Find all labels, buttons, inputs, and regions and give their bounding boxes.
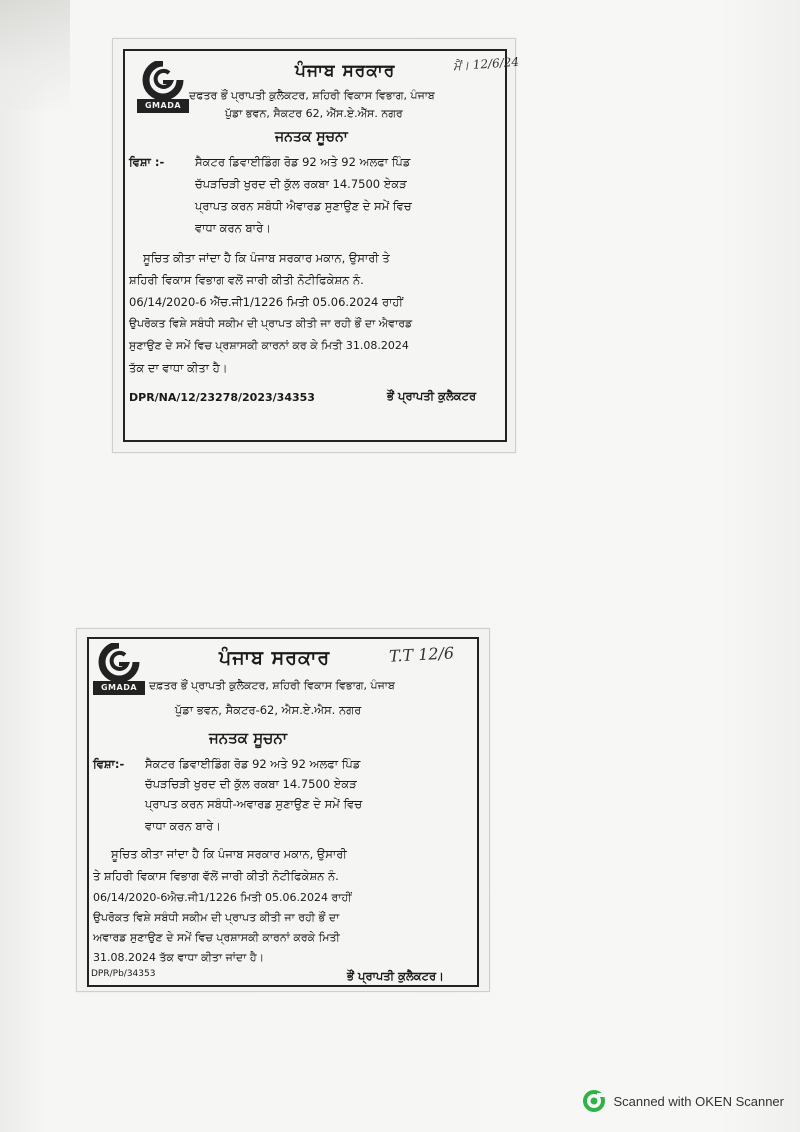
notice-title: ਪੰਜਾਬ ਸਰਕਾਰ: [295, 61, 396, 81]
office-line-2: ਪੁੱਡਾ ਭਵਨ, ਸੈਕਟਰ 62, ਐੱਸ.ਏ.ਐੱਸ. ਨਗਰ: [225, 107, 403, 120]
body-line: ਤੇ ਸ਼ਹਿਰੀ ਵਿਕਾਸ ਵਿਭਾਗ ਵੱਲੋਂ ਜਾਰੀ ਕੀਤੀ ਨੋਟੀਫਿਕੇਸ਼ਨ ਨੰ.: [93, 869, 339, 883]
notice-title: ਪੰਜਾਬ ਸਰਕਾਰ: [219, 647, 331, 669]
subject-line: ਪ੍ਰਾਪਤ ਕਰਨ ਸਬੰਧੀ ਐਵਾਰਡ ਸੁਣਾਉਣ ਦੇ ਸਮੇਂ ਵਿਚ: [195, 199, 412, 213]
subject-line: ਵਾਧਾ ਕਰਨ ਬਾਰੇ।: [195, 221, 271, 235]
subject-label: ਵਿਸ਼ਾ:-: [93, 757, 125, 771]
body-line: 06/14/2020-6ਐਚ.ਜੀ1/1226 ਮਿਤੀ 05.06.2024 ਰਾਹੀਂ: [93, 891, 352, 904]
logo-text: GMADA: [93, 681, 145, 695]
dpr-number: DPR/Pb/34353: [91, 969, 156, 979]
handwritten-note: T.T 12/6: [388, 643, 455, 666]
subject-line: ਚੱਪੜਚਿੜੀ ਖੁਰਦ ਦੀ ਕੁੱਲ ਰਕਬਾ 14.7500 ਏਕੜ: [195, 177, 407, 191]
notice-border: [87, 637, 479, 987]
page-corner-fragment: [0, 0, 70, 110]
gmada-logo-icon: [141, 61, 185, 99]
subject-line: ਚੱਪੜਚਿੜੀ ਖੁਰਦ ਦੀ ਕੁੱਲ ਰਕਬਾ 14.7500 ਏਕੜ: [145, 777, 357, 791]
scanner-watermark-text: Scanned with OKEN Scanner: [613, 1093, 784, 1109]
office-line-1: ਦਫ਼ਤਰ ਭੌਂ ਪ੍ਰਾਪਤੀ ਕੁਲੈਕਟਰ, ਸ਼ਹਿਰੀ ਵਿਕਾਸ ਵਿਭਾਗ, ਪੰਜਾਬ: [149, 679, 395, 692]
gmada-logo: [137, 61, 191, 115]
body-line: ਸੁਣਾਉਣ ਦੇ ਸਮੇਂ ਵਿਚ ਪ੍ਰਸ਼ਾਸਕੀ ਕਾਰਨਾਂ ਕਰ ਕੇ ਮਿਤੀ 31.08.2024: [129, 339, 409, 352]
signature: ਭੌਂ ਪ੍ਰਾਪਤੀ ਕੁਲੈਕਟਰ।: [347, 969, 444, 983]
subject-line: ਸੈਕਟਰ ਡਿਵਾਈਡਿੰਗ ਰੋਡ 92 ਅਤੇ 92 ਅਲਫਾ ਪਿੰਡ: [145, 757, 361, 771]
body-line: ਸ਼ਹਿਰੀ ਵਿਕਾਸ ਵਿਭਾਗ ਵਲੋਂ ਜਾਰੀ ਕੀਤੀ ਨੋਟੀਫਿਕੇਸ਼ਨ ਨੰ.: [129, 273, 364, 287]
body-line: 31.08.2024 ਤੱਕ ਵਾਧਾ ਕੀਤਾ ਜਾਂਦਾ ਹੈ।: [93, 951, 265, 964]
body-line: ਉਪਰੋਕਤ ਵਿਸ਼ੇ ਸਬੰਧੀ ਸਕੀਮ ਦੀ ਪ੍ਰਾਪਤ ਕੀਤੀ ਜਾ ਰਹੀ ਭੌਂ ਦਾ ਐਵਾਰਡ: [129, 317, 413, 330]
body-line: ਤੱਕ ਦਾ ਵਾਧਾ ਕੀਤਾ ਹੈ।: [129, 361, 228, 375]
dpr-number: DPR/NA/12/23278/2023/34353: [129, 391, 315, 404]
gmada-logo: [93, 643, 147, 697]
body-line: ਉਪਰੋਕਤ ਵਿਸ਼ੇ ਸਬੰਧੀ ਸਕੀਮ ਦੀ ਪ੍ਰਾਪਤ ਕੀਤੀ ਜਾ ਰਹੀ ਭੌਂ ਦਾ: [93, 911, 340, 924]
subject-line: ਵਾਧਾ ਕਰਨ ਬਾਰੇ।: [145, 819, 221, 833]
signature: ਭੌਂ ਪ੍ਰਾਪਤੀ ਕੁਲੈਕਟਰ: [387, 389, 477, 403]
body-line: 06/14/2020-6 ਐੱਚ.ਜੀ1/1226 ਮਿਤੀ 05.06.2024 ਰਾਹੀਂ: [129, 295, 403, 309]
oken-scanner-icon: [583, 1090, 605, 1112]
notice-heading: ਜਨਤਕ ਸੂਚਨਾ: [209, 729, 287, 747]
newspaper-clipping-2: [76, 628, 490, 992]
subject-line: ਸੈਕਟਰ ਡਿਵਾਈਡਿੰਗ ਰੋਡ 92 ਅਤੇ 92 ਅਲਫਾ ਪਿੰਡ: [195, 155, 411, 169]
scanner-watermark: [583, 1090, 784, 1112]
notice-border: [123, 49, 520, 442]
notice-heading: ਜਨਤਕ ਸੂਚਨਾ: [275, 129, 348, 145]
office-line-1: ਦਫਤਰ ਭੌਂ ਪ੍ਰਾਪਤੀ ਕੁਲੈਕਟਰ, ਸ਼ਹਿਰੀ ਵਿਕਾਸ ਵਿਭਾਗ, ਪੰਜਾਬ: [189, 89, 435, 102]
gmada-logo-icon: [97, 643, 141, 681]
subject-label: ਵਿਸ਼ਾ :-: [129, 155, 165, 169]
body-line: ਸੂਚਿਤ ਕੀਤਾ ਜਾਂਦਾ ਹੈ ਕਿ ਪੰਜਾਬ ਸਰਕਾਰ ਮਕਾਨ, ਉਸਾਰੀ: [111, 847, 347, 861]
subject-line: ਪ੍ਰਾਪਤ ਕਰਨ ਸਬੰਧੀ-ਅਵਾਰਡ ਸੁਣਾਉਣ ਦੇ ਸਮੇਂ ਵਿਚ: [145, 797, 363, 811]
body-line: ਅਵਾਰਡ ਸੁਣਾਉਣ ਦੇ ਸਮੇਂ ਵਿਚ ਪ੍ਰਸ਼ਾਸਕੀ ਕਾਰਨਾਂ ਕਰਕੇ ਮਿਤੀ: [93, 931, 340, 944]
logo-text: GMADA: [137, 99, 189, 113]
body-line: ਸੂਚਿਤ ਕੀਤਾ ਜਾਂਦਾ ਹੈ ਕਿ ਪੰਜਾਬ ਸਰਕਾਰ ਮਕਾਨ, ਉਸਾਰੀ ਤੇ: [143, 251, 390, 265]
handwritten-note: ਮੈਂ। 12/6/24: [452, 54, 520, 74]
office-line-2: ਪੁੱਡਾ ਭਵਨ, ਸੈਕਟਰ-62, ਐਸ.ਏ.ਐਸ. ਨਗਰ: [175, 703, 362, 717]
newspaper-clipping-1: [112, 38, 520, 453]
